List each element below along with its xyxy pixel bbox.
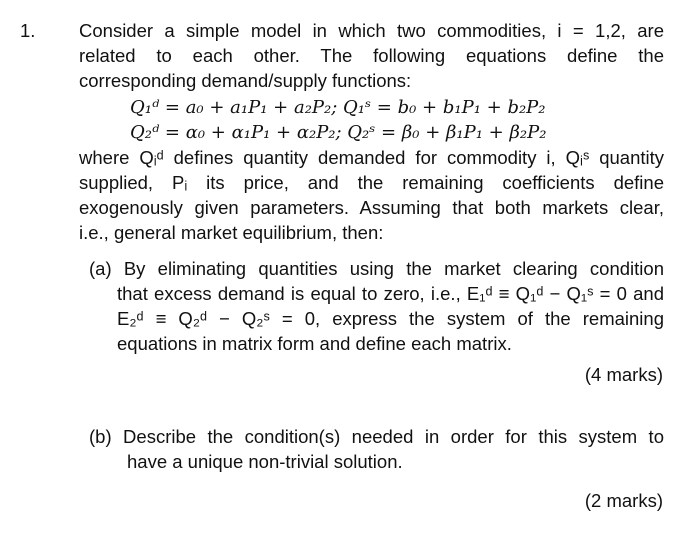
intro-line-1: Consider a simple model in which two commodities, i = 1,2, are (79, 20, 664, 41)
part-a-body (117, 281, 664, 356)
definition-line-4: i.e., general market equilibrium, then: (79, 222, 384, 243)
part-b-marks: (2 marks) (584, 490, 663, 511)
part-a-line-1: (a) By eliminating quantities using the market clearing condition (89, 258, 664, 279)
question-definitions (79, 145, 664, 245)
intro-line-2: related to each other. The following equations define the (79, 45, 664, 66)
part-a-line-3: E₂ᵈ ≡ Q₂ᵈ − Q₂ˢ = 0, express the system of the remaining (117, 308, 664, 329)
intro-line-3: corresponding demand/supply functions: (79, 70, 412, 91)
equation-commodity-1: Q₁ᵈ = a₀ + a₁P₁ + a₂P₂; Q₁ˢ = b₀ + b₁P₁ + b₂P₂ (130, 97, 546, 118)
definition-line-3: exogenously given parameters. Assuming that both markets clear, (79, 197, 664, 218)
part-a-marks: (4 marks) (584, 364, 663, 385)
part-a-line-4: equations in matrix form and define each matrix. (117, 333, 512, 354)
equation-commodity-2: Q₂ᵈ = α₀ + α₁P₁ + α₂P₂; Q₂ˢ = β₀ + β₁P₁ + β₂P₂ (130, 122, 547, 143)
definition-line-2: supplied, Pᵢ its price, and the remaining coefficients define (79, 172, 664, 193)
part-b-line-2: have a unique non-trivial solution. (127, 451, 403, 472)
part-a-line-2: that excess demand is equal to zero, i.e., E₁ᵈ ≡ Q₁ᵈ − Q₁ˢ = 0 and (117, 283, 664, 304)
question-number: 1. (20, 20, 36, 41)
part-b-line-1: (b) Describe the condition(s) needed in order for this system to (89, 426, 664, 447)
definition-line-1: where Qᵢᵈ defines quantity demanded for commodity i, Qᵢˢ quantity (79, 147, 664, 168)
question-intro (79, 18, 664, 93)
